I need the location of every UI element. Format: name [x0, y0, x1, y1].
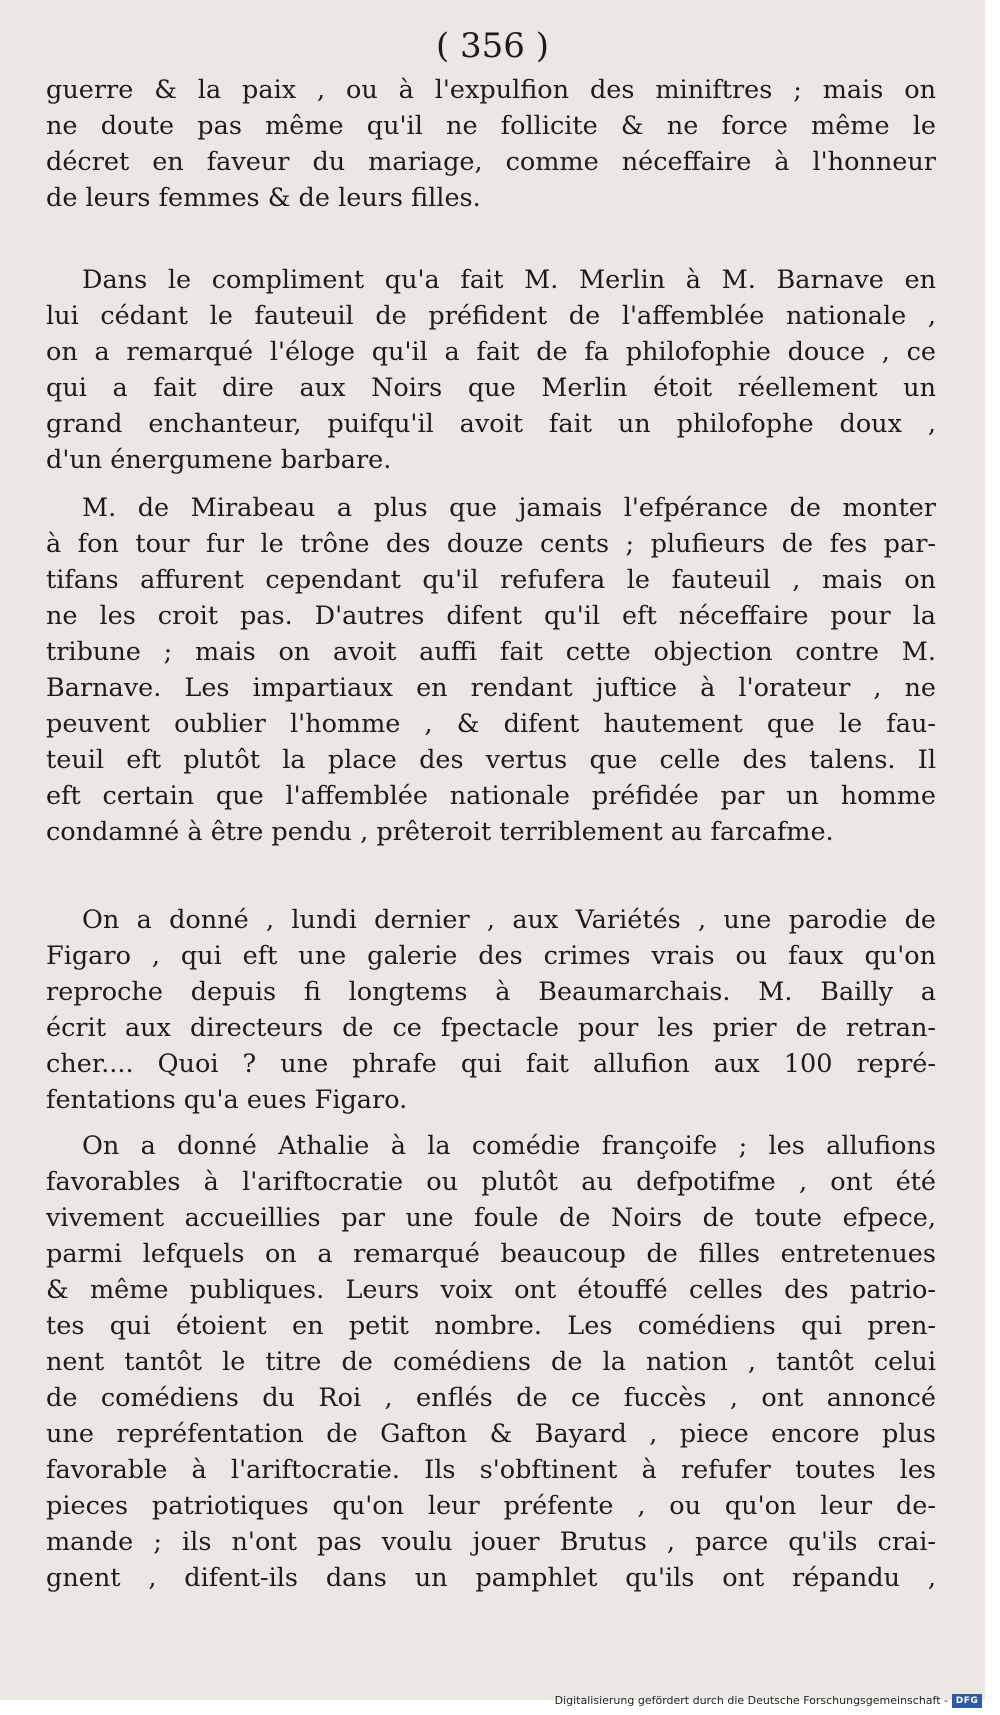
text-line: ne les croit pas. D'autres difent qu'il eft néceffaire pour la: [46, 601, 936, 631]
text-line: M. de Mirabeau a plus que jamais l'efpérance de monter: [82, 493, 936, 523]
paragraph-1: [46, 72, 936, 216]
text-line: favorable à l'ariftocratie. Ils s'obftinent à refufer toutes les: [46, 1455, 936, 1485]
text-line: qui a fait dire aux Noirs que Merlin étoit réellement un: [46, 373, 936, 403]
text-line: tifans affurent cependant qu'il refufera le fauteuil , mais on: [46, 565, 936, 595]
text-line: eft certain que l'affemblée nationale préfidée par un homme: [46, 781, 936, 811]
text-line: décret en faveur du mariage, comme néceffaire à l'honneur: [46, 147, 936, 177]
text-line: mande ; ils n'ont pas voulu jouer Brutus , parce qu'ils crai-: [46, 1527, 936, 1557]
text-line: écrit aux directeurs de ce fpectacle pour les prier de retran-: [46, 1013, 936, 1043]
text-line: On a donné Athalie à la comédie françoife ; les allufions: [82, 1131, 936, 1161]
text-line: On a donné , lundi dernier , aux Variétés , une parodie de: [82, 905, 936, 935]
text-line: cher.... Quoi ? une phrafe qui fait allufion aux 100 repré-: [46, 1049, 936, 1079]
paragraph-5: [46, 1128, 936, 1596]
text-line: tes qui étoient en petit nombre. Les comédiens qui pren-: [46, 1311, 936, 1341]
dfg-logo: DFG: [952, 1694, 982, 1708]
text-line: de comédiens du Roi , enflés de ce fuccès , ont annoncé: [46, 1383, 936, 1413]
page-number: ( 356 ): [435, 26, 550, 66]
paragraph-3: [46, 490, 936, 850]
text-line: on a remarqué l'éloge qu'il a fait de fa philofophie douce , ce: [46, 337, 936, 367]
text-line: de leurs femmes & de leurs filles.: [46, 183, 481, 213]
text-line: Dans le compliment qu'a fait M. Merlin à M. Barnave en: [82, 265, 936, 295]
text-line: Barnave. Les impartiaux en rendant juftice à l'orateur , ne: [46, 673, 936, 703]
paragraph-4: [46, 902, 936, 1118]
text-line: une repréfentation de Gafton & Bayard , piece encore plus: [46, 1419, 936, 1449]
text-line: d'un énergumene barbare.: [46, 445, 392, 475]
paragraph-2: [46, 262, 936, 478]
text-line: nent tantôt le titre de comédiens de la nation , tantôt celui: [46, 1347, 936, 1377]
text-line: favorables à l'ariftocratie ou plutôt au defpotifme , ont été: [46, 1167, 936, 1197]
text-line: gnent , difent-ils dans un pamphlet qu'ils ont répandu ,: [46, 1563, 936, 1593]
text-line: reproche depuis fi longtems à Beaumarchais. M. Bailly a: [46, 977, 936, 1007]
text-line: à fon tour fur le trône des douze cents ; plufieurs de fes par-: [46, 529, 936, 559]
text-line: ne doute pas même qu'il ne follicite & ne force même le: [46, 111, 936, 141]
text-line: & même publiques. Leurs voix ont étouffé celles des patrio-: [46, 1275, 936, 1305]
text-line: teuil eft plutôt la place des vertus que celle des talens. Il: [46, 745, 936, 775]
text-line: condamné à être pendu , prêteroit terriblement au farcafme.: [46, 817, 834, 847]
text-line: lui cédant le fauteuil de préfident de l'affemblée nationale ,: [46, 301, 936, 331]
text-line: tribune ; mais on avoit auffi fait cette objection contre M.: [46, 637, 936, 667]
text-line: peuvent oublier l'homme , & difent hautement que le fau-: [46, 709, 936, 739]
text-line: grand enchanteur, puifqu'il avoit fait un philofophe doux ,: [46, 409, 936, 439]
text-line: Figaro , qui eft une galerie des crimes vrais ou faux qu'on: [46, 941, 936, 971]
text-line: parmi lefquels on a remarqué beaucoup de filles entretenues: [46, 1239, 936, 1269]
text-line: pieces patriotiques qu'on leur préfente , ou qu'on leur de-: [46, 1491, 936, 1521]
text-line: vivement accueillies par une foule de Noirs de toute efpece,: [46, 1203, 936, 1233]
digitization-credit: Digitalisierung gefördert durch die Deutsche Forschungsgemeinschaft -: [554, 1694, 948, 1707]
text-line: fentations qu'a eues Figaro.: [46, 1085, 408, 1115]
text-line: guerre & la paix , ou à l'expulfion des miniftres ; mais on: [46, 75, 936, 105]
